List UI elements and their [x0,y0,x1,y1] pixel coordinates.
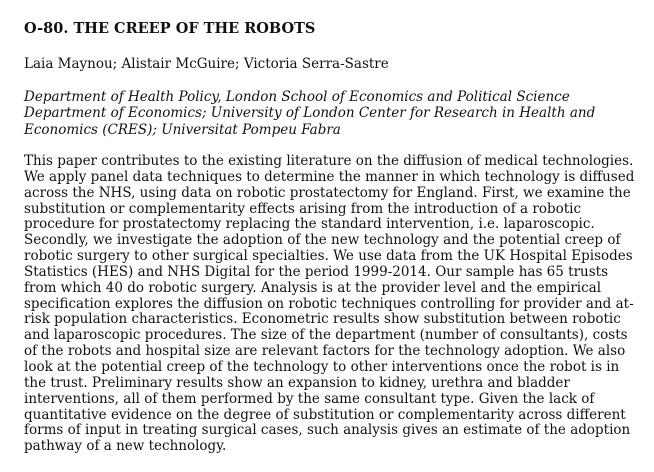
author-list: Laia Maynou; Alistair McGuire; Victoria Serra-Sastre [24,56,389,72]
abstract-body: This paper contributes to the existing literature on the diffusion of medical technologies. We apply panel data techniques to determine the manner in which technology is diffused across the NHS, using data on robotic prostatectomy for England. First, we examine the substitution or complementarity effects arising from the introduction of a robotic procedure for prostatectomy replacing the standard intervention, i.e. laparoscopic. Secondly, we investigate the adoption of the new technology and the potential creep of robotic surgery to other surgical specialties. We use data from the UK Hospital Episodes Statistics (HES) and NHS Digital for the period 1999-2014. Our sample has 65 trusts from which 40 do robotic surgery. Analysis is at the provider level and the empirical specification explores the diffusion on robotic techniques controlling for provider and at-risk population characteristics. Econometric results show substitution between robotic and laparoscopic procedures. The size of the department (number of consultants), costs of the robots and hospital size are relevant factors for the technology adoption. We also look at the potential creep of the technology to other interventions once the robot is in the trust. Preliminary results show an expansion to kidney, urethra and bladder interventions, all of them performed by the same consultant type. Given the lack of quantitative evidence on the degree of substitution or complementarity across different forms of input in treating surgical cases, such analysis gives an estimate of the adoption pathway of a new technology. [24,153,635,455]
affiliation: Department of Health Policy, London School of Economics and Political Science Department of Economics; University of London Center for Research in Health and Economics (CRES); Universitat Pompeu Fabra [24,89,596,138]
paper-title: O-80. THE CREEP OF THE ROBOTS [24,20,316,37]
